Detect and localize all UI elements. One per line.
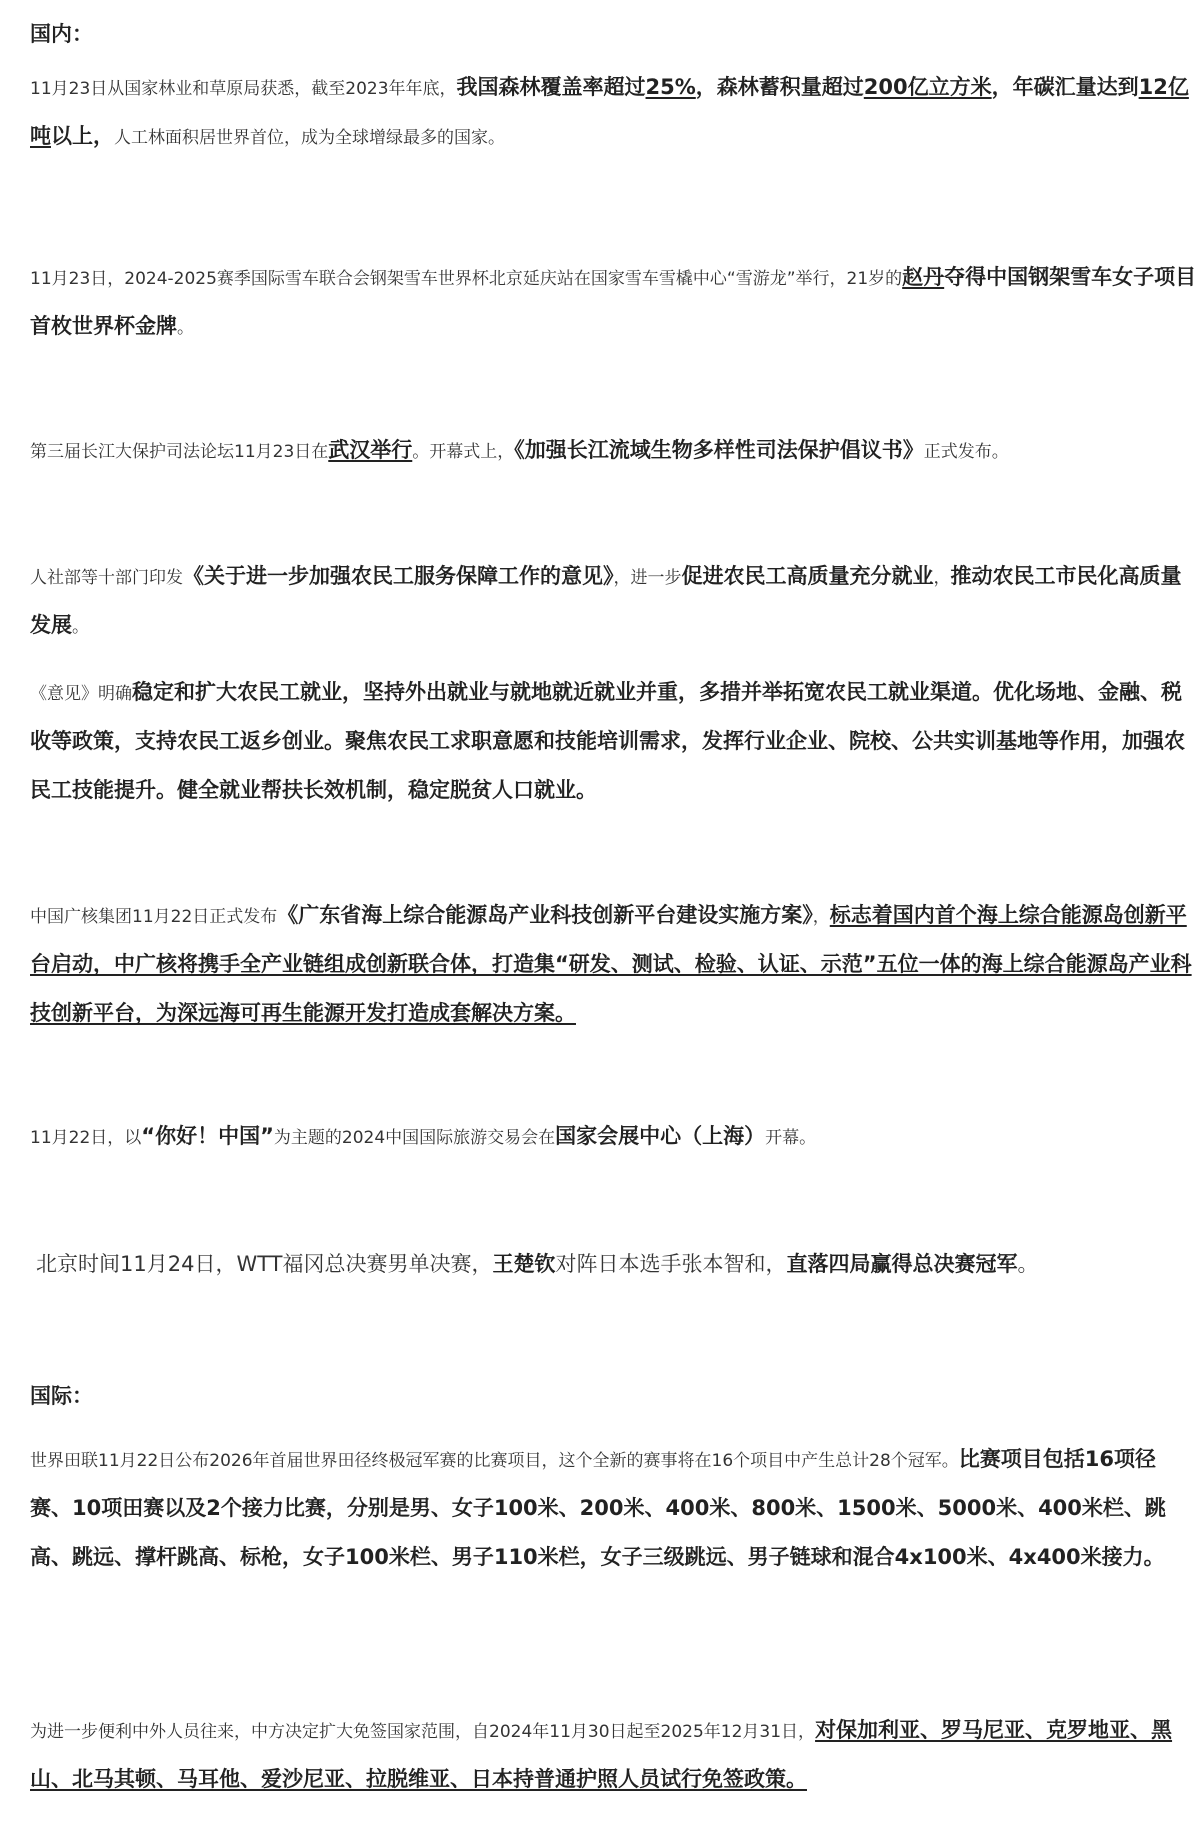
- news-text: 为进一步便利中外人员往来，中方决定扩大免签国家范围，自2024年11月30日起至2025年12月31日，: [30, 1722, 816, 1742]
- news-text: 为主题的2024中国国际旅游交易会在: [273, 1128, 556, 1148]
- news-item-tourism: [30, 1113, 1198, 1162]
- news-text: 。: [177, 318, 194, 338]
- news-item-cgn: [30, 892, 1198, 1039]
- news-highlight: 比赛项目包括16项径赛、10项田赛以及2个接力比赛，分别是男、女子100米、200米、400米、800米、1500米、5000米、400米栏、跳高、跳远、撑杆跳高、标枪，女子100米栏、男子110米栏，女子三级跳远、男子链球和混合4x100米、4x400米接力。: [30, 1447, 1166, 1569]
- news-highlight: 直落四局赢得总决赛冠军: [786, 1252, 1018, 1276]
- news-item-opinion-detail: [30, 669, 1198, 816]
- news-highlight: “你好！中国”: [141, 1124, 274, 1148]
- news-text: 中国广核集团11月22日正式发布: [30, 907, 278, 927]
- news-highlight: 促进农民工高质量充分就业: [681, 564, 934, 588]
- news-highlight-underlined: 25%: [645, 75, 696, 99]
- news-highlight-underlined: 200亿立方米: [863, 75, 992, 99]
- news-text: 人工林面积居世界首位，成为全球增绿最多的国家。: [114, 128, 505, 148]
- section-heading-international: 国际：: [30, 1384, 93, 1408]
- news-item-athletics: [30, 1436, 1198, 1583]
- news-text: 11月23日从国家林业和草原局获悉，截至2023年年底，: [30, 79, 457, 99]
- news-highlight: 王楚钦: [492, 1252, 556, 1276]
- news-highlight: 国家会展中心（上海）: [555, 1124, 766, 1148]
- news-text: 。: [72, 617, 89, 637]
- news-text: 。开幕式上，: [412, 442, 515, 462]
- news-highlight: 推动农民工市民化高质量发展: [30, 564, 1182, 637]
- news-text: ，进一步: [613, 568, 682, 588]
- news-item-visa: [30, 1707, 1198, 1805]
- news-text: 正式发布。: [923, 442, 1009, 462]
- news-highlight: 《广东省海上综合能源岛产业科技创新平台建设实施方案》: [277, 903, 813, 927]
- news-highlight: 夺得中国钢架雪车女子项目首枚世界杯金牌: [30, 265, 1197, 338]
- news-text: 世界田联11月22日公布2026年首届世界田径终极冠军赛的比赛项目，这个全新的赛事将在16个项目中产生总计28个冠军。: [30, 1451, 959, 1471]
- news-highlight: ，森林蓄积量超过: [695, 75, 864, 99]
- news-text: 第三届长江大保护司法论坛11月23日在: [30, 442, 329, 462]
- news-text: 《意见》明确: [30, 684, 132, 704]
- news-text: 北京时间11月24日，WTT福冈总决赛男单决赛，: [36, 1252, 493, 1276]
- news-highlight: 《加强长江流域生物多样性司法保护倡议书》: [514, 438, 924, 462]
- news-highlight-underlined: 12亿吨: [30, 75, 1189, 148]
- section-heading-domestic: 国内：: [30, 22, 93, 46]
- news-item-wtt: [36, 1240, 1204, 1288]
- news-highlight-underlined: 武汉举行: [328, 438, 413, 462]
- news-item-skeleton: [30, 254, 1198, 352]
- news-text: ，: [933, 568, 951, 588]
- news-highlight: 《关于进一步加强农民工服务保障工作的意见》: [183, 564, 614, 588]
- news-highlight-underlined: 标志着国内首个海上综合能源岛创新平台启动，中广核将携手全产业链组成创新联合体，打造集“研发、测试、检验、认证、示范”五位一体的海上综合能源岛产业科技创新平台，为深远海可再生能源开发打造成套解决方案。: [30, 903, 1192, 1025]
- news-text: 人社部等十部门印发: [30, 568, 183, 588]
- news-text: ，: [812, 907, 830, 927]
- news-item-migrant-workers: [30, 553, 1198, 651]
- news-text: 。: [1017, 1252, 1039, 1276]
- news-highlight-underlined: 对保加利亚、罗马尼亚、克罗地亚、黑山、北马其顿、马耳他、爱沙尼亚、拉脱维亚、日本持普通护照人员试行免签政策。: [30, 1718, 1173, 1791]
- news-text: 11月23日，2024-2025赛季国际雪车联合会钢架雪车世界杯北京延庆站在国家雪车雪橇中心“雪游龙”举行，21岁的: [30, 269, 903, 289]
- news-highlight-underlined: 赵丹: [902, 265, 945, 289]
- news-highlight: 我国森林覆盖率超过: [456, 75, 646, 99]
- news-highlight: ，年碳汇量达到: [991, 75, 1139, 99]
- news-item-yangtze: [30, 427, 1198, 476]
- news-item-forest: [30, 64, 1198, 162]
- news-text: 11月22日，以: [30, 1128, 142, 1148]
- news-highlight: 以上，: [51, 124, 114, 148]
- news-text: 开幕。: [765, 1128, 817, 1148]
- news-text: 对阵日本选手张本智和，: [555, 1252, 787, 1276]
- news-highlight: 稳定和扩大农民工就业，坚持外出就业与就地就近就业并重，多措并举拓宽农民工就业渠道。优化场地、金融、税收等政策，支持农民工返乡创业。聚焦农民工求职意愿和技能培训需求，发挥行业企业、院校、公共实训基地等作用，加强农民工技能提升。健全就业帮扶长效机制，稳定脱贫人口就业。: [30, 680, 1185, 802]
